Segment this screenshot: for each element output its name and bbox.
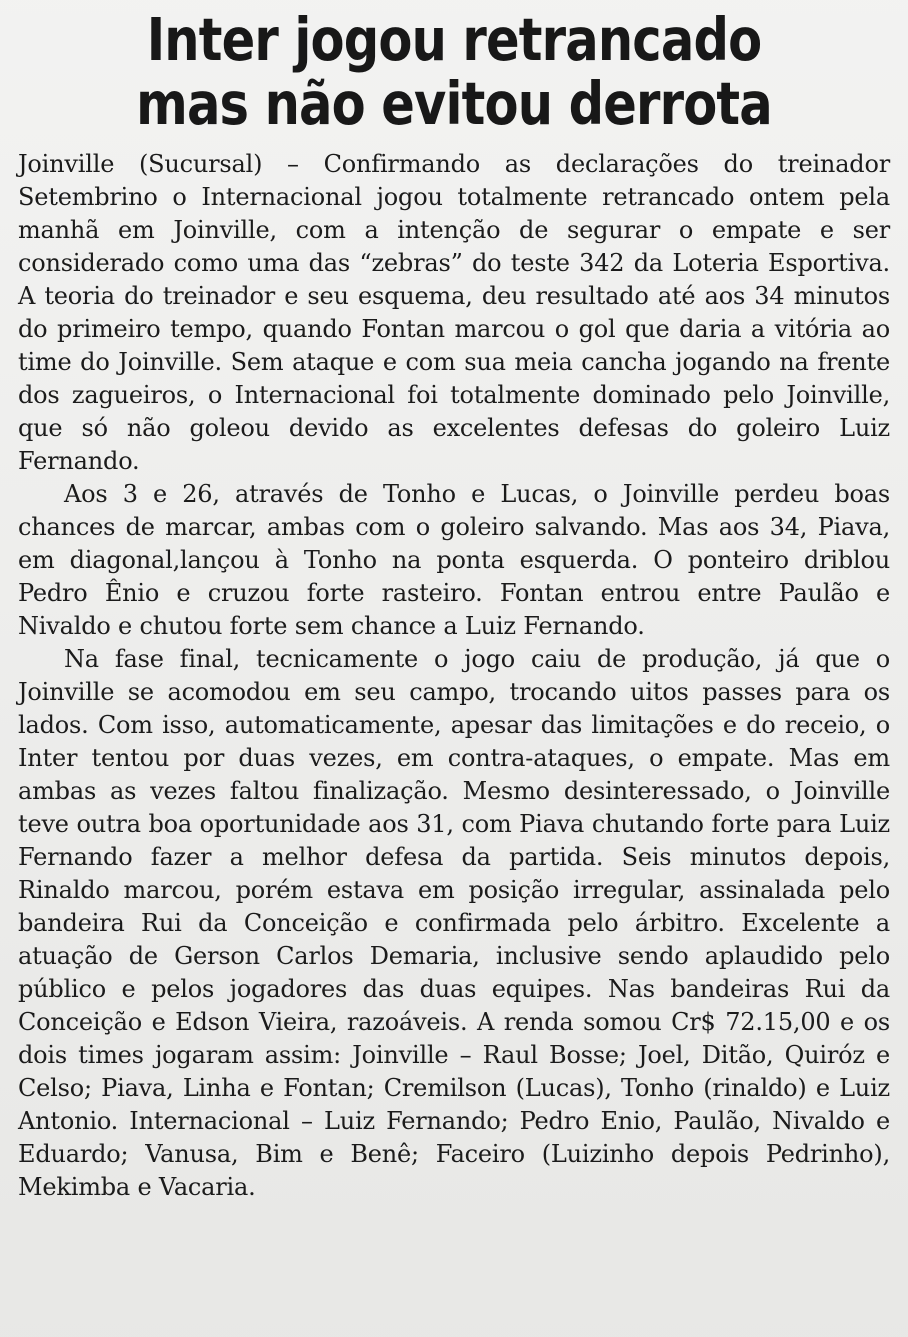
article-paragraph-2: Aos 3 e 26, através de Tonho e Lucas, o Joinville perdeu boas chances de marcar, ambas com o goleiro salvando. Mas aos 34, Piava, em diagonal,lançou à Tonho na ponta esquerda. O ponteiro driblou Pedro Ênio e cruzou forte rasteiro. Fontan entrou entre Paulão e Nivaldo e chutou forte sem chance a Luiz Fernando. [18,480,890,640]
headline-line-1: Inter jogou retrancado [146,5,762,74]
article-headline [88,5,820,138]
article-body [18,148,890,1204]
article-paragraph-1: Joinville (Sucursal) – Confirmando as declarações do treinador Setembrino o Internacional jogou totalmente retrancado ontem pela manhã em Joinville, com a intenção de segurar o empate e ser considerado como uma das “zebras” do teste 342 da Loteria Esportiva. A teoria do treinador e seu esquema, deu resultado até aos 34 minutos do primeiro tempo, quando Fontan marcou o gol que daria a vitória ao time do Joinville. Sem ataque e com sua meia cancha jogando na frente dos zagueiros, o Internacional foi totalmente dominado pelo Joinville, que só não goleou devido as excelentes defesas do goleiro Luiz Fernando. [18,150,890,475]
headline-line-2: mas não evitou derrota [136,69,772,138]
article-paragraph-3: Na fase final, tecnicamente o jogo caiu de produção, já que o Joinville se acomodou em seu campo, trocando uitos passes para os lados. Com isso, automaticamente, apesar das limitações e do receio, o Inter tentou por duas vezes, em contra-ataques, o empate. Mas em ambas as vezes faltou finalização. Mesmo desinteressado, o Joinville teve outra boa oportunidade aos 31, com Piava chutando forte para Luiz Fernando fazer a melhor defesa da partida. Seis minutos depois, Rinaldo marcou, porém estava em posição irregular, assinalada pelo bandeira Rui da Conceição e confirmada pelo árbitro. Excelente a atuação de Gerson Carlos Demaria, inclusive sendo aplaudido pelo público e pelos jogadores das duas equipes. Nas bandeiras Rui da Conceição e Edson Vieira, razoáveis. A renda somou Cr$ 72.15,00 e os dois times jogaram assim: Joinville – Raul Bosse; Joel, Ditão, Quiróz e Celso; Piava, Linha e Fontan; Cremilson (Lucas), Tonho (rinaldo) e Luiz Antonio. Internacional – Luiz Fernando; Pedro Enio, Paulão, Nivaldo e Eduardo; Vanusa, Bim e Benê; Faceiro (Luizinho depois Pedrinho), Mekimba e Vacaria. [18,645,890,1201]
